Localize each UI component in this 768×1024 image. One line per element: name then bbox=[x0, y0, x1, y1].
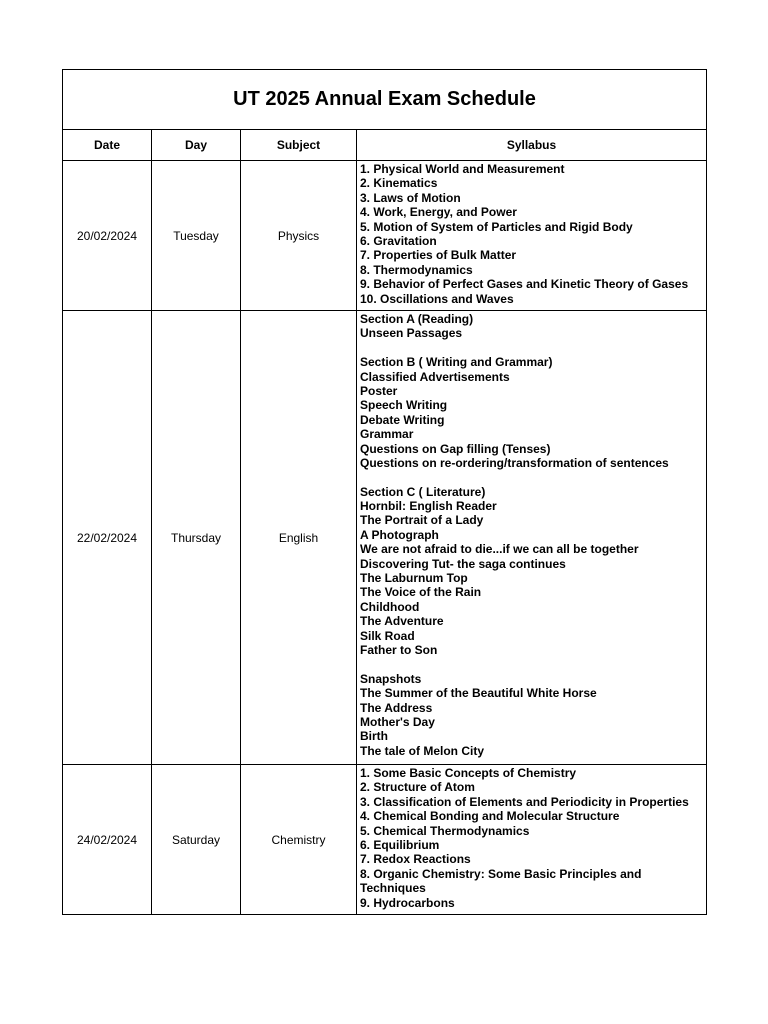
subject-cell: Physics bbox=[241, 161, 357, 311]
syllabus-line: 8. Organic Chemistry: Some Basic Principles and bbox=[360, 866, 642, 881]
date-header: Date bbox=[63, 130, 152, 161]
syllabus-line: Hornbil: English Reader bbox=[360, 499, 497, 514]
syllabus-line: The Summer of the Beautiful White Horse bbox=[360, 686, 597, 701]
syllabus-line: 4. Chemical Bonding and Molecular Structure bbox=[360, 809, 620, 824]
date-cell: 22/02/2024 bbox=[63, 311, 152, 765]
syllabus-line: 5. Motion of System of Particles and Rigid Body bbox=[360, 219, 633, 234]
syllabus-line: The Address bbox=[360, 700, 433, 715]
syllabus-line: Birth bbox=[360, 729, 388, 744]
syllabus-line: 5. Chemical Thermodynamics bbox=[360, 823, 530, 838]
syllabus-line: We are not afraid to die...if we can all be together bbox=[360, 542, 639, 557]
syllabus-line bbox=[360, 470, 706, 484]
syllabus-line bbox=[360, 341, 706, 355]
syllabus-line: The tale of Melon City bbox=[360, 743, 485, 758]
table-row bbox=[63, 311, 707, 765]
syllabus-cell bbox=[357, 161, 707, 311]
syllabus-header: Syllabus bbox=[357, 130, 707, 161]
syllabus-line: Questions on Gap filling (Tenses) bbox=[360, 441, 551, 456]
syllabus-line: Classified Advertisements bbox=[360, 369, 510, 384]
day-cell: Tuesday bbox=[152, 161, 241, 311]
syllabus-line: Questions on re-ordering/transformation of sentences bbox=[360, 455, 669, 470]
subject-cell: Chemistry bbox=[241, 765, 357, 915]
syllabus-line: Silk Road bbox=[360, 628, 415, 643]
syllabus-line: 3. Laws of Motion bbox=[360, 190, 461, 205]
syllabus-cell bbox=[357, 765, 707, 915]
syllabus-line: 1. Physical World and Measurement bbox=[360, 162, 565, 176]
syllabus-line: 3. Classification of Elements and Periodicity in Properties bbox=[360, 794, 689, 809]
syllabus-cell bbox=[357, 311, 707, 765]
syllabus-line bbox=[360, 657, 706, 671]
date-cell: 24/02/2024 bbox=[63, 765, 152, 915]
syllabus-line: 9. Hydrocarbons bbox=[360, 895, 455, 910]
syllabus-line: Debate Writing bbox=[360, 412, 445, 427]
syllabus-line: Poster bbox=[360, 383, 398, 398]
syllabus-line: Father to Son bbox=[360, 642, 438, 657]
day-cell: Saturday bbox=[152, 765, 241, 915]
syllabus-line: Speech Writing bbox=[360, 398, 448, 413]
syllabus-line: 2. Kinematics bbox=[360, 176, 438, 191]
syllabus-line: Snapshots bbox=[360, 671, 422, 686]
syllabus-line: A Photograph bbox=[360, 527, 439, 542]
syllabus-line: The Laburnum Top bbox=[360, 571, 468, 586]
table-row bbox=[63, 765, 707, 915]
syllabus-line: The Portrait of a Lady bbox=[360, 513, 484, 528]
subject-header: Subject bbox=[241, 130, 357, 161]
syllabus-line: Techniques bbox=[360, 881, 426, 896]
syllabus-line: 10. Oscillations and Waves bbox=[360, 291, 514, 306]
syllabus-line: Discovering Tut- the saga continues bbox=[360, 556, 566, 571]
syllabus-line: Section B ( Writing and Grammar) bbox=[360, 355, 553, 370]
syllabus-line: 6. Gravitation bbox=[360, 233, 437, 248]
syllabus-line: 9. Behavior of Perfect Gases and Kinetic Theory of Gases bbox=[360, 277, 689, 292]
syllabus-line: Mother's Day bbox=[360, 714, 435, 729]
syllabus-line: Grammar bbox=[360, 427, 414, 442]
syllabus-line: Section C ( Literature) bbox=[360, 484, 486, 499]
syllabus-line: The Voice of the Rain bbox=[360, 585, 482, 600]
schedule-title: UT 2025 Annual Exam Schedule bbox=[63, 70, 707, 130]
syllabus-line: The Adventure bbox=[360, 614, 444, 629]
day-header: Day bbox=[152, 130, 241, 161]
syllabus-line: Section A (Reading) bbox=[360, 312, 474, 326]
syllabus-line: 6. Equilibrium bbox=[360, 837, 440, 852]
syllabus-line: 2. Structure of Atom bbox=[360, 780, 475, 795]
syllabus-line: 8. Thermodynamics bbox=[360, 262, 473, 277]
day-cell: Thursday bbox=[152, 311, 241, 765]
syllabus-line: Childhood bbox=[360, 599, 420, 614]
syllabus-line: Unseen Passages bbox=[360, 326, 463, 341]
syllabus-line: 1. Some Basic Concepts of Chemistry bbox=[360, 766, 577, 780]
subject-cell: English bbox=[241, 311, 357, 765]
date-cell: 20/02/2024 bbox=[63, 161, 152, 311]
syllabus-line: 7. Properties of Bulk Matter bbox=[360, 248, 517, 263]
syllabus-line: 4. Work, Energy, and Power bbox=[360, 205, 517, 220]
syllabus-line: 7. Redox Reactions bbox=[360, 852, 471, 867]
header-row bbox=[63, 130, 707, 161]
table-row bbox=[63, 161, 707, 311]
exam-schedule-table bbox=[62, 69, 707, 915]
